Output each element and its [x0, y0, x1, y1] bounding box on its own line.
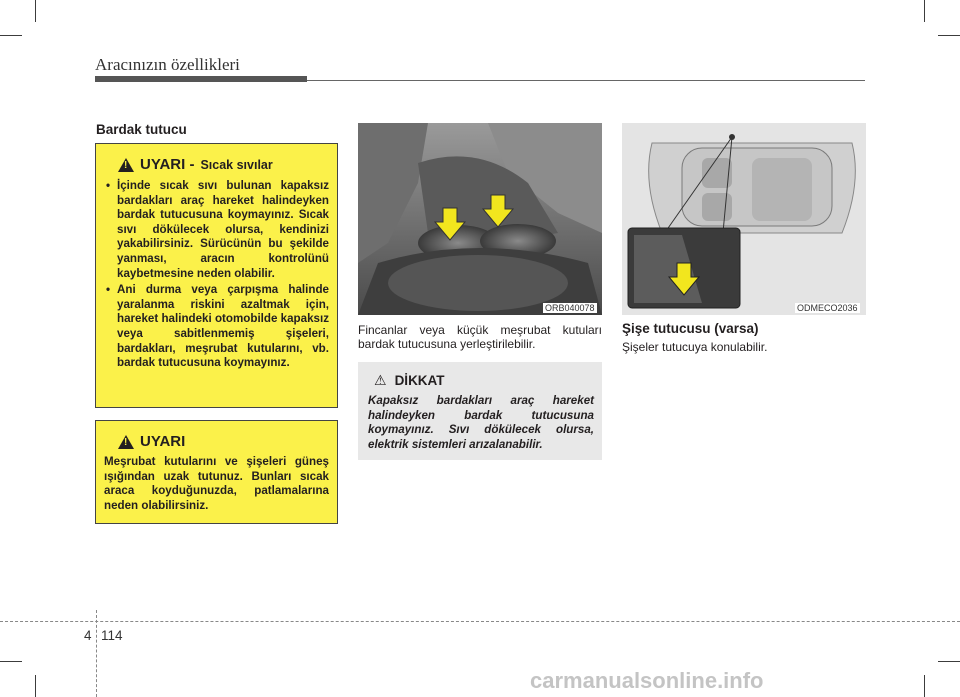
section-title-bottle-holder: Şişe tutucusu (varsa) [622, 321, 759, 336]
footer-divider [96, 610, 97, 697]
car-top-view-illustration [622, 123, 866, 315]
warning-triangle-icon [118, 435, 134, 449]
image-code: ORB040078 [545, 303, 595, 313]
bottle-holder-diagram [622, 123, 866, 315]
warning-subtitle: Sıcak sıvılar [200, 157, 273, 172]
crop-mark [0, 661, 22, 662]
crop-mark [938, 35, 960, 36]
page-number: 114 [101, 628, 123, 643]
warning-text: Meşrubat kutularını ve şişeleri güneş ışığından uzak tutunuz. Bunları sıcak araca koyduğunuzda, patlamalarına neden olabilirsiniz. [104, 455, 329, 512]
caution-text: Kapaksız bardakları araç hareket halindeyken bardak tutucusuna koymayınız. Sıvı dökülecek olursa, elektrik sistemleri arızalanabilir. [368, 394, 594, 451]
watermark: carmanualsonline.info [530, 668, 764, 693]
crop-mark [938, 661, 960, 662]
cup-holder-text: Fincanlar veya küçük meşrubat kutuları bardak tutucusuna yerleştirilebilir. [358, 323, 602, 351]
warning-triangle-icon [118, 158, 134, 172]
section-title-cup-holder: Bardak tutucu [96, 122, 187, 137]
bottle-holder-text: Şişeler tutucuya konulabilir. [622, 340, 768, 354]
caution-title: DİKKAT [394, 373, 445, 388]
warning-list [104, 179, 329, 371]
cup-holder-photo [358, 123, 602, 315]
footer-rule [0, 621, 960, 622]
warning-title: UYARI [140, 433, 186, 450]
crop-mark [924, 675, 925, 697]
crop-mark [924, 0, 925, 22]
header-bar [95, 76, 307, 82]
image-code: ODMECO2036 [797, 303, 858, 313]
warning-item: • Ani durma veya çarpışma halinde yaralanma riskini azaltmak için, hareket halindeki otomobilde kapaksız veya sabitlenmemiş şişeleri, bardakları, meşrubat kutularını, vb. bardak tutucusuna koymayınız. [104, 283, 329, 371]
warning-item: • İçinde sıcak sıvı bulunan kapaksız bardakları araç hareket halindeyken bardak tutucusuna koymayınız. Sıcak sıvı dökülecek olursa, kendinizi yakabilirsiniz. Sürücünün bu şekilde yanması, aracın kontrolünü kaybetmesine neden olabilir. [104, 179, 329, 281]
chapter-number: 4 [84, 628, 92, 643]
warning-sunlight [95, 420, 338, 524]
crop-mark [35, 0, 36, 22]
crop-mark [35, 675, 36, 697]
header-rule [307, 80, 865, 81]
cup-holder-illustration [358, 123, 602, 315]
warning-title: UYARI - [140, 156, 195, 173]
caution-box [358, 362, 602, 460]
chapter-title: Aracınızın özellikleri [95, 55, 240, 74]
caution-triangle-icon: ⚠ [374, 372, 387, 388]
warning-hot-liquids [95, 143, 338, 408]
crop-mark [0, 35, 22, 36]
